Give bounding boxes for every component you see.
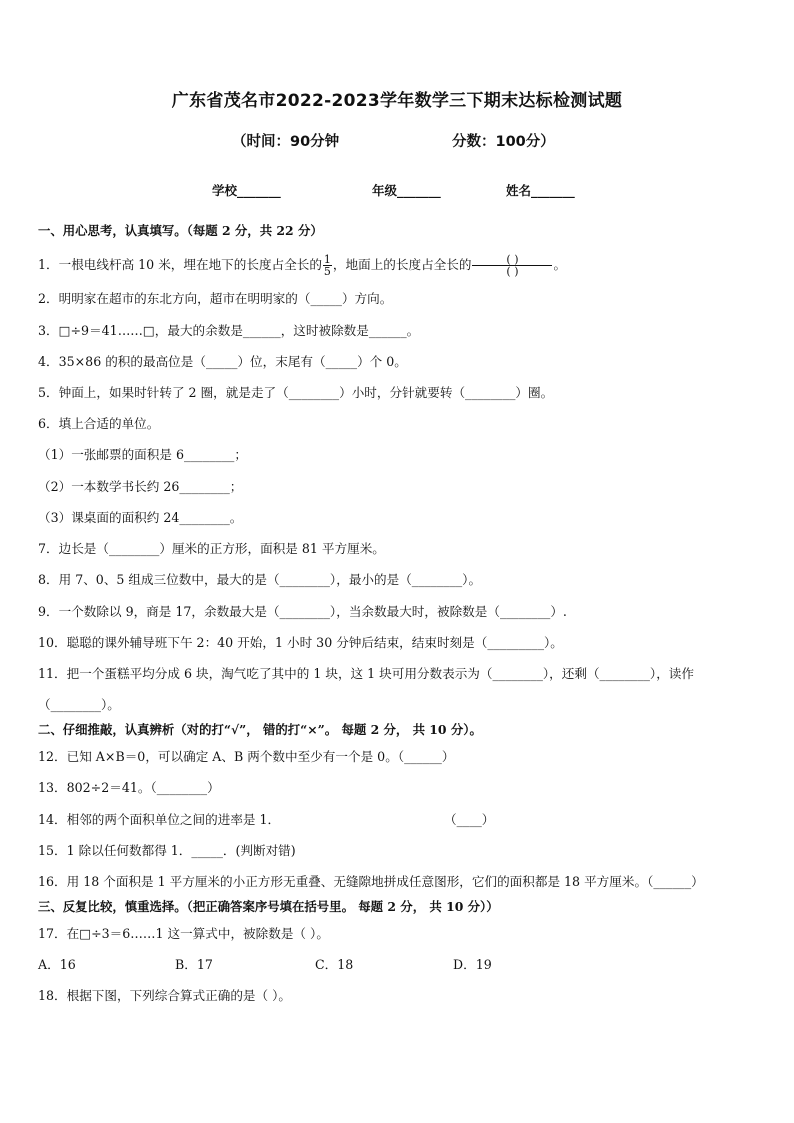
question-16: 16．用 18 个面积是 1 平方厘米的小正方形无重叠、无缝隙地拼成任意图形，它们的面积都是 18 平方厘米。（______） [38,874,704,889]
question-3: 3．□÷9＝41……□，最大的余数是______，这时被除数是______。 [38,323,420,338]
exam-time: （时间：90分钟 [232,134,340,150]
option-a[interactable]: A．16 [38,957,76,972]
question-4: 4．35×86 的积的最高位是（_____）位，末尾有（_____）个 0。 [38,354,407,369]
q14-text: 14．相邻的两个面积单位之间的进率是 1． [38,812,281,827]
question-15: 15．1 除以任何数都得 1．_____．(判断对错) [38,843,296,858]
question-6-part-3: （3）课桌面的面积约 24________。 [38,510,243,525]
q1-text-c: 。 [553,257,567,272]
option-d[interactable]: D．19 [453,957,492,972]
grade-field[interactable]: 年级_______ [372,183,441,198]
question-12: 12．已知 A×B＝0，可以确定 A、B 两个数中至少有一个是 0。（______） [38,749,455,764]
q14-answer-blank[interactable]: （____） [444,812,495,827]
section-1-heading: 一、用心思考，认真填写。（每题 2 分，共 22 分） [38,223,323,238]
question-18: 18．根据下图，下列综合算式正确的是（ ）。 [38,988,292,1003]
q1-answer-num[interactable]: ( ) [472,254,552,266]
option-b[interactable]: B．17 [175,957,213,972]
school-field[interactable]: 学校_______ [212,183,281,198]
q1-answer-den[interactable]: ( ) [506,265,519,278]
q1-text-a: 1．一根电线杆高 10 米，埋在地下的长度占全长的 [38,257,322,272]
section-3-heading: 三、反复比较，慎重选择。（把正确答案序号填在括号里。 每题 2 分， 共 10 分）） [38,899,499,914]
name-field[interactable]: 姓名_______ [506,183,575,198]
question-11: 11．把一个蛋糕平均分成 6 块，淘气吃了其中的 1 块，这 1 块可用分数表示为（________），还剩（________），读作 [38,666,694,681]
question-13: 13．802÷2＝41。（________） [38,780,220,795]
question-8: 8．用 7、0、5 组成三位数中，最大的是（________），最小的是（________）。 [38,572,482,587]
option-c[interactable]: C．18 [315,957,354,972]
question-11-cont: （________）。 [38,697,120,712]
q1-frac-num: 1 [323,253,331,266]
question-9: 9．一个数除以 9，商是 17，余数最大是（________），当余数最大时，被除数是（________）. [38,604,567,619]
question-1 [38,254,566,277]
question-6-part-2: （2）一本数学书长约 26________； [38,479,243,494]
question-6: 6．填上合适的单位。 [38,416,160,431]
question-17: 17．在□÷3＝6……1 这一算式中，被除数是（ ）。 [38,926,329,941]
question-5: 5．钟面上，如果时针转了 2 圈，就是走了（________）小时，分针就要转（________）圈。 [38,385,554,400]
question-7: 7．边长是（________）厘米的正方形，面积是 81 平方厘米。 [38,541,385,556]
question-6-part-1: （1）一张邮票的面积是 6________； [38,447,247,462]
question-14 [38,812,495,828]
q1-text-b: ，地面上的长度占全长的 [332,257,472,272]
question-2: 2．明明家在超市的东北方向，超市在明明家的（_____）方向。 [38,291,393,306]
page-title: 广东省茂名市2022-2023学年数学三下期末达标检测试题 [171,91,623,111]
q1-frac-den: 5 [323,265,331,278]
q1-answer-fraction[interactable] [472,254,552,277]
q1-fraction [323,254,332,277]
question-10: 10．聪聪的课外辅导班下午 2：40 开始，1 小时 30 分钟后结束，结束时刻是（_________）。 [38,635,563,650]
exam-score: 分数：100分） [452,134,555,150]
section-2-heading: 二、仔细推敲，认真辨析（对的打“√”， 错的打“×”。 每题 2 分， 共 10 分）。 [38,722,482,737]
